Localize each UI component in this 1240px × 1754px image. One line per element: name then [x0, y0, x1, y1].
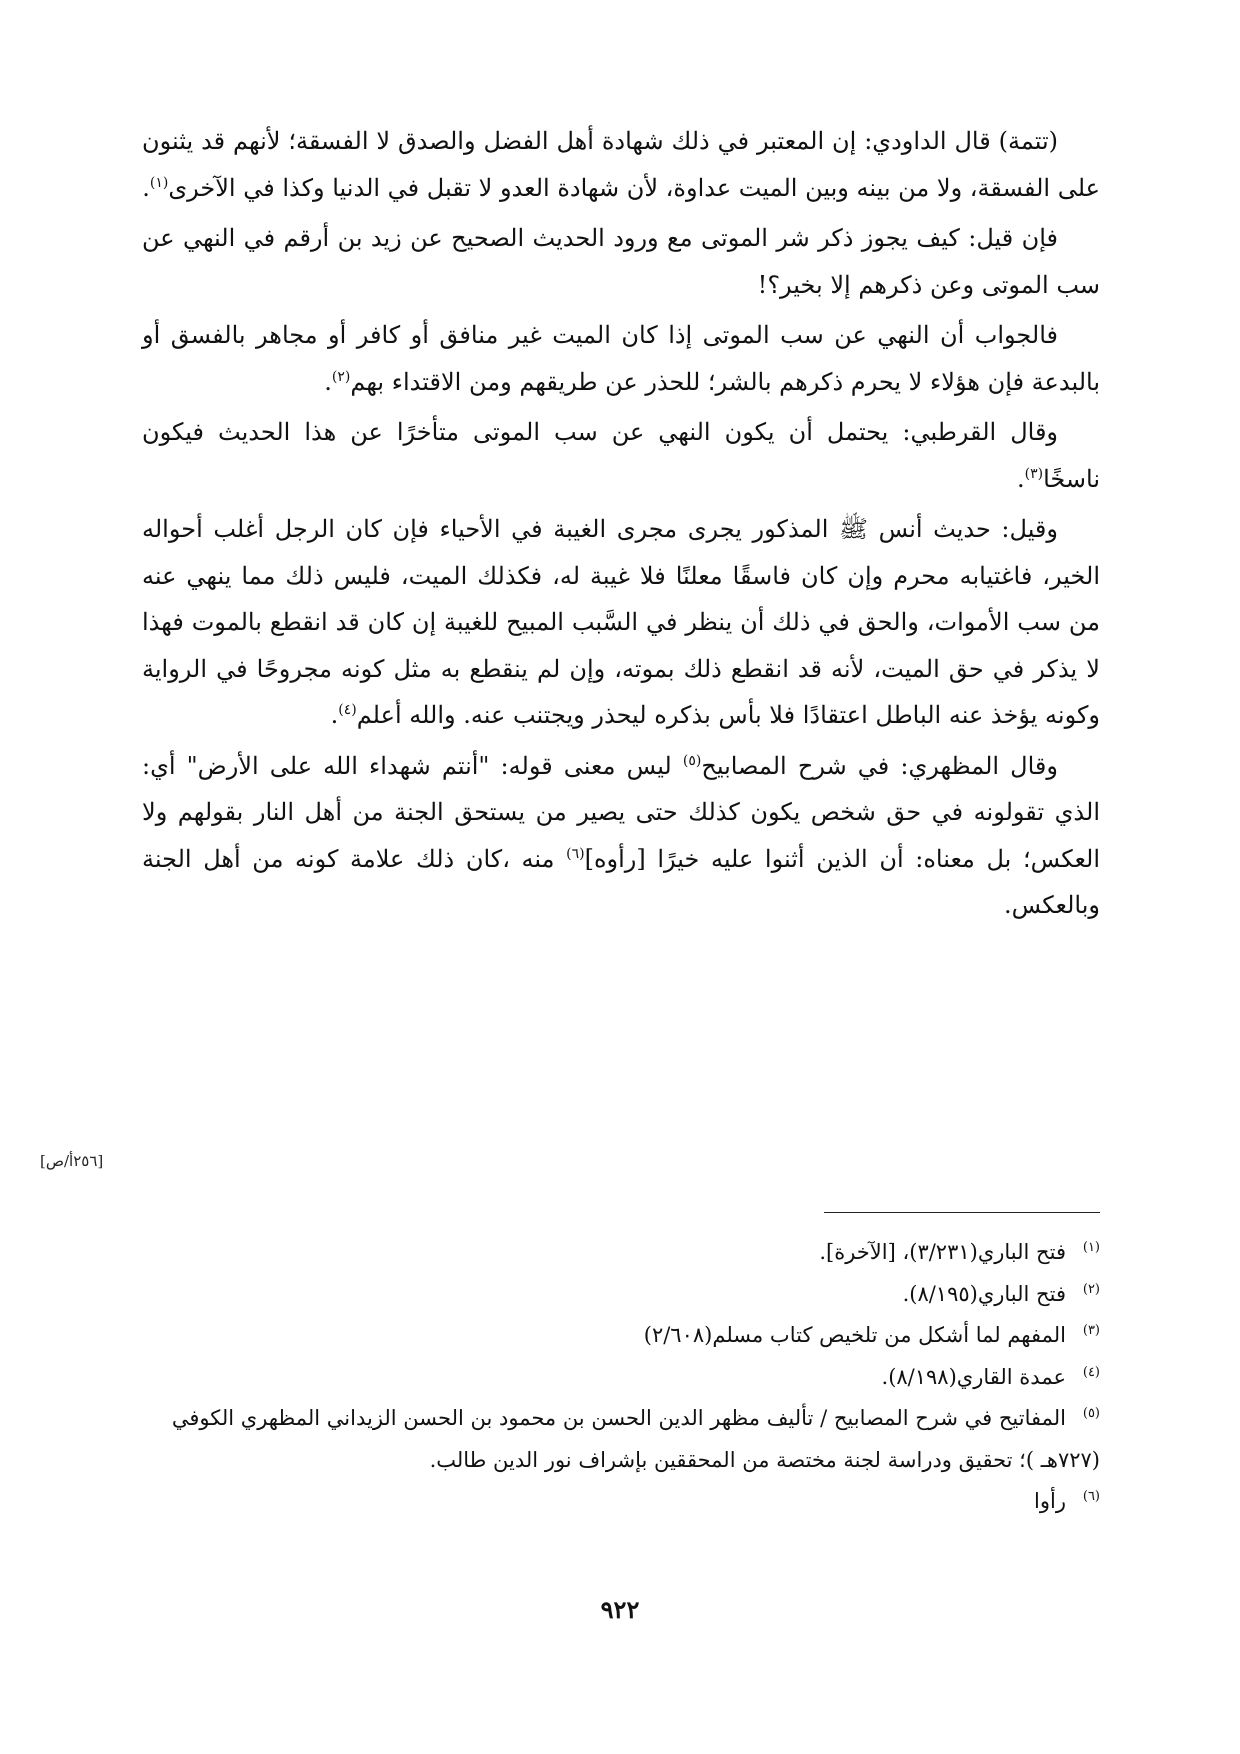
paragraph-text: .	[330, 701, 339, 729]
footnote-reference[interactable]: (٤)	[338, 702, 357, 718]
paragraph-text: فإن قيل: كيف يجوز ذكر شر الموتى مع ورود الحديث الصحيح عن زيد بن أرقم في النهي عن سب الموتى وعن ذكرهم إلا بخير؟!	[142, 224, 1100, 299]
footnote-text: (٧٢٧هـ )؛ تحقيق ودراسة لجنة مختصة من المحققين بإشراف نور الدين طالب.	[429, 1447, 1100, 1472]
footnote: (١)فتح الباري(٣/٢٣١)، [الآخرة].	[819, 1240, 1100, 1264]
page-number: ٩٢٢	[600, 1595, 640, 1624]
paragraph-text: وقال القرطبي: يحتمل أن يكون النهي عن سب الموتى متأخرًا عن هذا الحديث فيكون ناسخًا	[142, 418, 1100, 493]
paragraph	[142, 743, 1100, 929]
paragraph-text: فالجواب أن النهي عن سب الموتى إذا كان الميت غير منافق أو كافر أو مجاهر بالفسق أو بالبدعة فإن هؤلاء لا يحرم ذكرهم بالشر؛ للحذر عن طريقهم ومن الاقتداء بهم	[142, 321, 1100, 396]
footnote-separator	[824, 1212, 1100, 1213]
footnote: (٣)المفهم لما أشكل من تلخيص كتاب مسلم(٢/٦٠٨)	[643, 1323, 1100, 1347]
paragraph-text: .	[1016, 464, 1025, 493]
footnote-reference[interactable]: (٥)	[682, 752, 702, 769]
paragraph-text: (تتمة) قال الداودي: إن المعتبر في ذلك شهادة أهل الفضل والصدق لا الفسقة؛ لأنهم قد يثنون على الفسقة، ولا من بينه وبين الميت عداوة، لأن شهادة العدو لا تقبل في الدنيا وكذا في الآخرى	[142, 127, 1100, 202]
paragraph-text: .	[142, 173, 150, 202]
manuscript-folio-marker: [٢٥٦أ/ص]	[40, 1152, 104, 1170]
footnote-text: المفهم لما أشكل من تلخيص كتاب مسلم(٢/٦٠٨)	[643, 1323, 1066, 1347]
paragraph-text: وقيل: حديث أنس ﷺ المذكور يجرى مجرى الغيبة في الأحياء فإن كان الرجل أغلب أحواله الخير، فاغتيابه محرم وإن كان فاسقًا معلنًا فلا غيبة له، فكذلك الميت، فليس ذلك مما ينهي عنه من سب الأموات، والحق في ذلك أن ينظر في السَّبب المبيح للغيبة إن كان قد انقطع بالموت فهذا لا يذكر في حق الميت، لأنه قد انقطع ذلك بموته، وإن لم ينقطع به مثل كونه مجروحًا في الرواية وكونه يؤخذ عنه الباطل اعتقادًا فلا بأس بذكره ليحذر ويجتنب عنه. والله أعلم	[142, 515, 1100, 729]
footnote: (٥)المفاتيح في شرح المصابيح / تأليف مظهر الدين الحسن بن محمود بن الحسن الزيداني المظهري الكوفي	[171, 1406, 1100, 1430]
footnotes-section	[140, 1232, 1100, 1523]
paragraph-text: .	[324, 367, 332, 396]
paragraph-text: منه ،كان ذلك علامة كونه من أهل الجنة وبالعكس.	[142, 844, 1100, 919]
footnote: (٢)فتح الباري(٨/١٩٥).	[902, 1281, 1100, 1306]
paragraph	[142, 118, 1100, 211]
paragraph	[142, 506, 1100, 739]
footnote-text: عمدة القاري(٨/١٩٨).	[881, 1364, 1066, 1389]
footnote-text: فتح الباري(٨/١٩٥).	[902, 1281, 1066, 1306]
footnote-reference[interactable]: (٣)	[1024, 465, 1044, 482]
footnote-continuation	[140, 1440, 1100, 1482]
footnote-reference[interactable]: (١)	[149, 174, 169, 191]
footnote-reference[interactable]: (٦)	[566, 845, 585, 862]
paragraph	[142, 312, 1100, 405]
paragraph	[142, 215, 1100, 308]
footnote-reference[interactable]: (٢)	[331, 368, 351, 385]
paragraph-text: وقال المظهري: في شرح المصابيح	[701, 751, 1058, 780]
main-text	[142, 118, 1100, 933]
footnote: (٦)رأوا	[1034, 1489, 1100, 1513]
footnote-text: فتح الباري(٣/٢٣١)، [الآخرة].	[819, 1240, 1066, 1264]
footnote-text: رأوا	[1034, 1489, 1066, 1513]
paragraph-text: ليس معنى قوله: "أنتم شهداء الله على الأرض" أي: الذي تقولونه في حق شخص يكون كذلك حتى يصير من يستحق الجنة من أهل النار بقولهم ولا العكس؛ بل معناه: أن الذين أثنوا عليه خيرًا [رأوه]	[142, 751, 1100, 873]
paragraph	[142, 409, 1100, 502]
footnote-text: المفاتيح في شرح المصابيح / تأليف مظهر الدين الحسن بن محمود بن الحسن الزيداني المظهري الكوفي	[171, 1406, 1066, 1430]
footnote: (٤)عمدة القاري(٨/١٩٨).	[881, 1364, 1100, 1389]
